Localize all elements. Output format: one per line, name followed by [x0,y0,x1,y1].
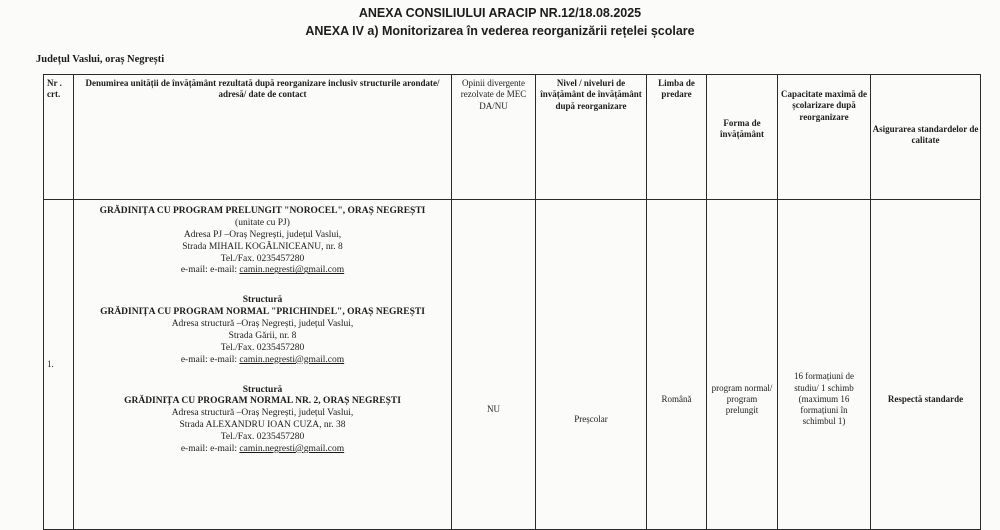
document-title: ANEXA CONSILIULUI ARACIP NR.12/18.08.2025 [358,6,642,20]
row-standarde: Respectă standarde [871,200,981,530]
col-header-forma-text: Forma de învățământ [719,118,764,140]
row-opinii: NU [452,200,536,530]
unit-3-street: Strada ALEXANDRU IOAN CUZA, nr. 38 [179,420,346,431]
unit-1-email-line [78,265,447,277]
unit-3-email-link[interactable]: camin.negresti@gmail.com [239,443,345,454]
col-header-standarde [871,75,981,200]
unit-3-email-line [78,444,447,456]
col-header-denumirea: Denumirea unității de învățământ rezultată după reorganizare inclusiv structurile arondate/ adresă/ date de contact [74,75,452,200]
unit-1-address: Adresa PJ –Oraș Negrești, județul Vaslui, [183,229,342,240]
unit-2-email-line [78,355,447,367]
document-subtitle: ANEXA IV a) Monitorizarea în vederea reorganizării rețelei școlare [305,24,695,38]
unit-block-1 [78,206,447,277]
unit-2-email-label: e-mail: e-mail: [180,354,238,365]
unit-3-name: GRĂDINIȚA CU PROGRAM NORMAL NR. 2, ORAȘ NEGREȘTI [124,396,401,407]
unit-3-tel: Tel./Fax. 0235457280 [220,432,305,442]
row-capacitate: 16 formațiuni de studiu/ 1 schimb (maximum 16 formațiuni în schimbul 1) [778,200,871,530]
unit-1-tel: Tel./Fax. 0235457280 [220,253,305,264]
col-header-nr: Nr . crt. [44,75,74,200]
unit-3-email-label: e-mail: e-mail: [180,443,238,454]
row-limba: Română [647,200,707,530]
row-units-cell [74,200,452,530]
col-header-nivel: Nivel / niveluri de învățământ de învățământ după reorganizare [536,75,647,200]
unit-2-tel: Tel./Fax. 0235457280 [220,342,305,353]
unit-1-email-link[interactable]: camin.negresti@gmail.com [239,265,345,276]
unit-1-note: (unitate cu PJ) [235,217,290,228]
unit-2-prefix: Structură [242,295,283,306]
unit-2-email-link[interactable]: camin.negresti@gmail.com [239,354,345,365]
unit-block-2 [78,295,447,366]
col-header-opinii: Opinii divergente rezolvate de MEC DA/NU [452,75,536,200]
unit-2-street: Strada Gării, nr. 8 [228,330,297,341]
unit-1-email-label: e-mail: e-mail: [180,265,238,276]
unit-3-address: Adresa structură –Oraș Negrești, județul Vaslui, [171,408,354,419]
unit-3-prefix: Structură [242,384,283,395]
unit-1-street: Strada MIHAIL KOGĂLNICEANU, nr. 8 [182,241,343,252]
unit-2-name: GRĂDINIȚA CU PROGRAM NORMAL "PRICHINDEL", ORAȘ NEGREȘTI [100,307,425,318]
reorganization-table [43,74,981,530]
col-header-limba: Limba de predare [647,75,707,200]
col-header-forma [707,75,778,200]
unit-1-name: GRĂDINIȚA CU PROGRAM PRELUNGIT "NOROCEL", ORAȘ NEGREȘTI [99,206,426,216]
county-label: Județul Vaslui, oraș Negrești [36,54,165,65]
table-row [44,200,981,530]
col-header-standarde-text: Asigurarea standardelor de calitate [872,124,979,146]
table-header-row [44,75,981,200]
row-nivel: Preșcolar [536,200,647,530]
unit-2-address: Adresa structură –Oraș Negrești, județul Vaslui, [171,319,354,329]
row-forma: program normal/ program prelungit [707,200,778,530]
col-header-capacitate: Capacitate maximă de școlarizare după reorganizare [778,75,871,200]
row-nr: 1. [44,200,74,530]
unit-block-3 [78,385,447,456]
